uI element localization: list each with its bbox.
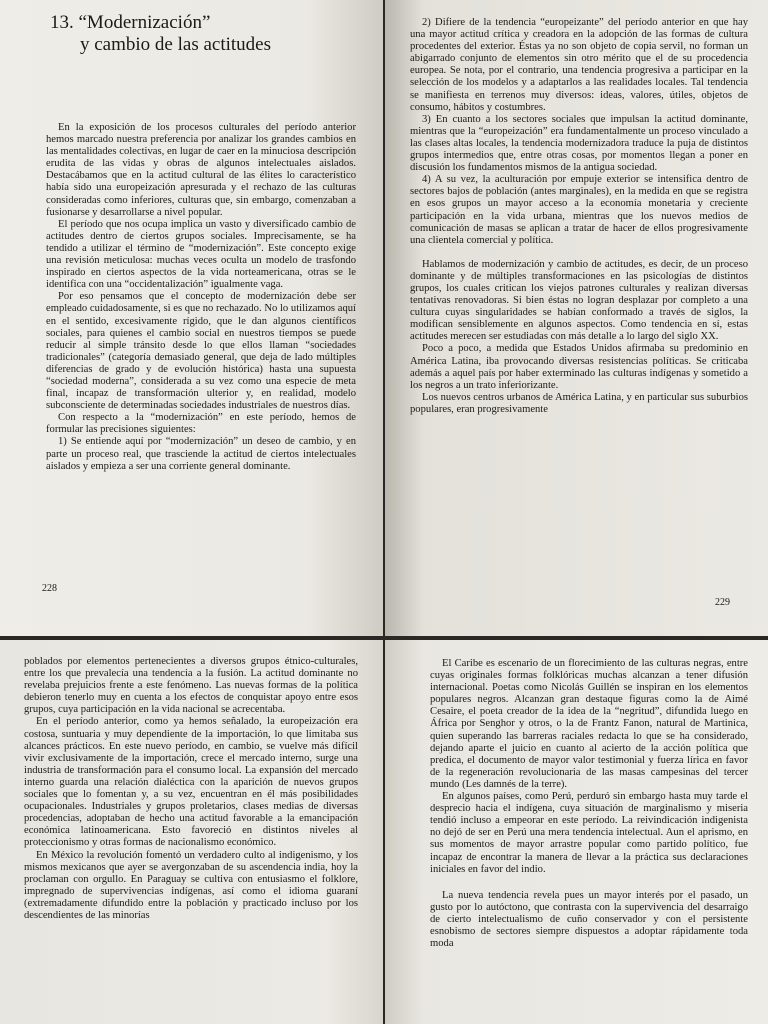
title-line-2: y cambio de las actitudes [80,34,271,55]
body-text [410,17,748,416]
page-number: 229 [715,597,730,608]
paragraph: En el período anterior, como ya hemos señalado, la europeización era costosa, suntuaria y muy dependiente de la importación, lo que limitaba sus alcances prácticos. En este nuevo período, en cambio, se vuelve más difícil vivir exclusivamente de la importación, crece el mercado interno, surge una industria de transformación para el consumo local. La expansión del mercado interno guarda una relación dialéctica con la aparición de nuevos grupos sociales que lo fomentan y, a su vez, encuentran en él más posibilidades ocupacionales. Industriales y grupos proletarios, clases medias de diversas procedencias, adoptaban de hecho una actitud favorable a la emancipación económica latinoamericana. Esto favoreció en distintos niveles al proteccionismo y otras formas de nacionalismo económico. [24,716,358,849]
paragraph: 2) Difiere de la tendencia “europeizante” del período anterior en que hay una mayor actitud crítica y creadora en la adopción de las formas de cultura procedentes del exterior. Éstas ya no son objeto de copia servil, no forman un abigarrado conjunto de elementos sin otro mérito que el de su procedencia europea. Se nota, por el contrario, una tendencia progresiva a participar en la selección de los modelos y a adaptarlos a las realidades locales. Tal tendencia se manifiesta en terrenos muy diversos: ideas, valores, útiles, objetos de consumo, hábitos y costumbres. [410,17,748,113]
paragraph: Con respecto a la “modernización” en este período, hemos de formular las precisiones siguientes: [46,412,356,436]
body-text [46,122,356,473]
chapter-title [50,12,271,56]
page-228 [0,0,383,636]
paragraph: En algunos países, como Perú, perduró sin embargo hasta muy tarde el desprecio hacia el indígena, cuya situación de marginalismo y miseria tendió incluso a empeorar en este período. La reivindicación indigenista no dejó de ser en Perú una mera tendencia intelectual. Aun el aprismo, en sus momentos de mayor arrastre popular como partido político, fue incapaz de encontrar la manera de llevar a la práctica sus declaraciones iniciales en favor del indio. [430,791,748,875]
chapter-number: 13. [50,12,74,33]
paragraph: En la exposición de los procesos culturales del período anterior hemos marcado nuestra preferencia por analizar los grandes cambios en las mentalidades colectivas, en lugar de caer en la minuciosa descripción erudita de las vidas y obras de algunos intelectuales aislados. Destacábamos que en la actitud cultural de las élites lo característico había sido una europeización apresurada y el rechazo de las culturas consideradas como inferiores, culturas que, sin embargo, comenzaban a fusionarse y desarrollarse a nivel popular. [46,122,356,218]
paragraph: La nueva tendencia revela pues un mayor interés por el pasado, un gusto por lo autóctono, que contrasta con la supervivencia del desarraigo de cierto intelectualismo de cuño conservador y con el persistente esnobismo de sectores siempre dispuestos a adoptar rápidamente toda moda [430,889,748,950]
paragraph: Poco a poco, a medida que Estados Unidos afirmaba su predominio en América Latina, iba provocando diversas resistencias políticas. Se criticaba además a aquel país por haber exterminado las culturas indígenas y sometido a los negros a un trato inferiorizante. [410,343,748,391]
paragraph: poblados por elementos pertenecientes a diversos grupos étnico-culturales, entre los que prevalecía una tendencia a la fusión. La actitud dominante no revelaba prejuicios frente a este fenómeno. Las nuevas formas de la política debieron tenerlo muy en cuenta a los efectos de conquistar apoyo entre esos grupos, cuya participación en la vida nacional se acrecentaba. [24,656,358,716]
paragraph: Hablamos de modernización y cambio de actitudes, es decir, de un proceso dominante y de múltiples transformaciones en las psicologías de distintos grupos, los cuales critican los viejos patrones culturales y realizan diversas tentativas renovadoras. Si bien éstas no logran desplazar por completo a una cultura cuyas singularidades se habían conformado a través de siglos, la modifican sensiblemente en algunos aspectos. Como tendencia en sí, estas actitudes merecen ser estudiadas con más detalle a lo largo del siglo XX. [410,258,748,343]
paragraph: 1) Se entiende aquí por “modernización” un deseo de cambio, y en parte un proceso real, que trasciende la actitud de ciertos intelectuales aislados y empieza a ser una corriente general dominante. [46,436,356,472]
page-lower-left [0,640,383,1024]
body-text [430,658,748,950]
page-lower-right [385,640,768,1024]
paragraph: El período que nos ocupa implica un vasto y diversificado cambio de actitudes dentro de ciertos grupos sociales. Imprecisamente, se ha tendido a utilizar el término de “modernización”. Este concepto exige una revisión meticulosa: muchas veces oculta un modelo de trasfondo inspirado en ciertos aspectos de la vida norteamericana, otras se le identifica con una “occidentalización” igualmente vaga. [46,218,356,291]
page-229 [385,0,768,636]
body-text [24,656,358,922]
title-line-1: “Modernización” [78,12,211,33]
paragraph: 4) A su vez, la aculturación por empuje exterior se intensifica dentro de sectores bajos de población (antes marginales), en la medida en que se registra en esos grupos un mayor acceso a la economía monetaria y creciente participación en la vida urbana, mientras que los nuevos medios de comunicación de masas se aplican a tratar de hacer de ellos progresivamente una clientela comercial y política. [410,174,748,246]
paragraph: El Caribe es escenario de un florecimiento de las culturas negras, entre cuyas originales formas folklóricas muchas alcanzan a tener difusión internacional. Poetas como Nicolás Guillén se inspiran en los elementos populares negros. Alcanzan gran destaque figuras como la de Aimé Cesaire, el poeta creador de la idea de la “negritud”, difundida luego en África por Senghor y otros, o la de Frantz Fanon, natural de Martinica, quien superando las barreras raciales redacta lo que se ha considerado, dejando aparte el juicio en cuanto al acierto de la acción política que predica, el documento de mayor valor testimonial y fuerza lírica en favor de la regeneración revolucionaria de las masas campesinas del tercer mundo (Les damnés de la terre). [430,658,748,790]
paragraph: En México la revolución fomentó un verdadero culto al indigenismo, y los mismos mexicanos que ayer se avergonzaban de su ascendencia india, hoy la proclaman con orgullo. En Paraguay se cultiva con entusiasmo el folklore, impregnado de supervivencias indígenas, así como el idioma guaraní (extremadamente difundido entre la población y practicado incluso por los descendientes de las minorías [24,849,358,921]
paragraph: Por eso pensamos que el concepto de modernización debe ser empleado cuidadosamente, si es que no rechazado. No lo utilizamos aquí en el sentido, excesivamente rígido, que le dan algunos científicos sociales, para quienes el cambio social en nuestros tiempos se puede reducir al simple tránsito desde lo que ellos llaman “sociedades tradicionales” (categoría demasiado general, que deja de lado múltiples diferencias de grado y de evolución histórica) hasta una supuesta “sociedad moderna”, considerada a su vez como una especie de meta final, incapaz de transformación ulterior y, en realidad, modelo subconsciente de determinadas sociedades industriales de nuestros días. [46,291,356,412]
paragraph: Los nuevos centros urbanos de América Latina, y en particular sus suburbios populares, eran progresivamente [410,391,748,415]
page-number: 228 [42,583,57,594]
paragraph: 3) En cuanto a los sectores sociales que impulsan la actitud dominante, mientras que la “europeización” era fundamentalmente un proceso vinculado a las clases altas locales, la tendencia modernizadora traduce la puja de distintos grupos intermedios que, entre otras cosas, por momentos llegan a poner en discusión los fundamentos mismos de la antigua sociedad. [410,113,748,174]
